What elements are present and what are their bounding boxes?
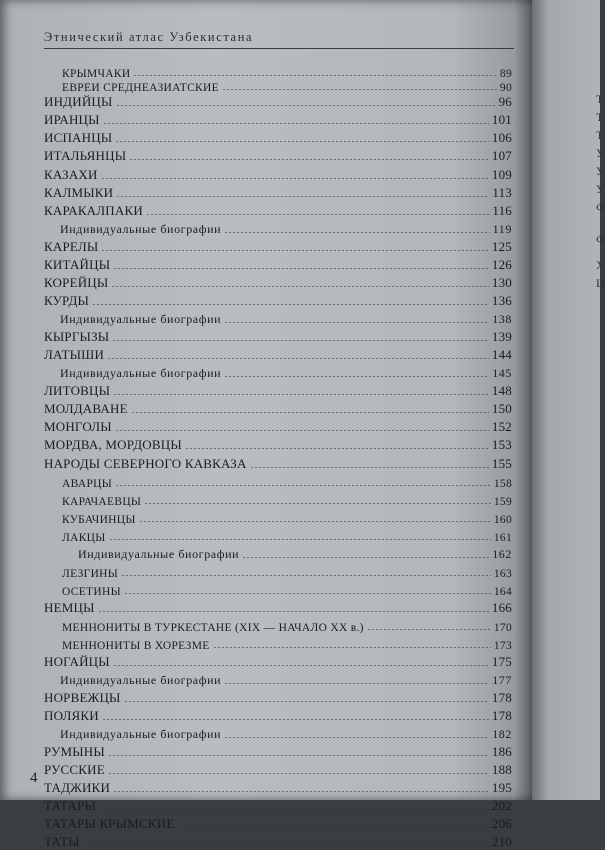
dot-leader xyxy=(107,358,489,359)
next-page-letter: Т xyxy=(596,128,604,142)
toc-entry-title: Индивидуальные биографии xyxy=(60,727,222,741)
toc-entry xyxy=(60,670,512,688)
toc-entry-page: 163 xyxy=(493,568,512,580)
dot-leader xyxy=(103,123,489,124)
toc-entry-page: 89 xyxy=(499,68,512,80)
dot-leader xyxy=(101,250,488,251)
toc-entry-page: 202 xyxy=(491,798,512,813)
toc-entry-title: ОСЕТИНЫ xyxy=(62,586,121,598)
toc-entry xyxy=(60,309,512,327)
toc-entry xyxy=(44,255,512,273)
toc-entry-page: 188 xyxy=(491,762,512,777)
toc-entry xyxy=(44,183,512,201)
dot-leader xyxy=(115,485,491,486)
next-page-edge xyxy=(532,0,605,800)
toc-entry xyxy=(44,688,512,706)
page-number: 4 xyxy=(30,770,38,786)
toc-entry xyxy=(78,544,512,562)
toc-entry xyxy=(44,742,512,760)
toc-entry xyxy=(44,128,512,146)
dot-leader xyxy=(224,737,489,738)
dot-leader xyxy=(124,593,491,594)
dot-leader xyxy=(113,791,489,792)
toc-entry-title: КАЗАХИ xyxy=(44,167,98,182)
toc-entry xyxy=(44,706,512,724)
toc-entry xyxy=(62,526,512,544)
dot-leader xyxy=(102,719,489,720)
dot-leader xyxy=(116,196,489,197)
dot-leader xyxy=(124,701,489,702)
toc-entry-page: 182 xyxy=(492,727,512,741)
toc-entry xyxy=(44,291,512,309)
toc-entry xyxy=(60,363,512,381)
toc-entry xyxy=(62,634,512,652)
toc-entry-title: ТАДЖИКИ xyxy=(44,780,111,795)
toc-entry-page: 113 xyxy=(492,185,512,200)
dot-leader xyxy=(111,286,488,287)
toc-entry-title: МОНГОЛЫ xyxy=(44,419,112,434)
toc-entry xyxy=(62,562,512,580)
toc-entry-title: Индивидуальные биографии xyxy=(60,222,222,236)
toc-entry-page: 116 xyxy=(492,203,512,218)
toc-entry-page: 162 xyxy=(492,547,512,561)
dot-leader xyxy=(129,159,489,160)
next-page-letter: Ф xyxy=(596,200,605,214)
toc-entry xyxy=(44,345,512,363)
toc-entry xyxy=(44,832,512,850)
toc-entry xyxy=(62,580,512,598)
dot-leader xyxy=(101,178,489,179)
toc-entry xyxy=(44,417,512,435)
toc-entry xyxy=(44,760,512,778)
toc-entry-title: НАРОДЫ СЕВЕРНОГО КАВКАЗА xyxy=(44,456,247,471)
toc-entry-title: КЫРГЫЗЫ xyxy=(44,329,110,344)
dot-leader xyxy=(92,304,489,305)
next-page-letter: Т xyxy=(596,92,604,106)
dot-leader xyxy=(139,521,491,522)
toc-entry xyxy=(44,110,512,128)
next-page-letter: Ф xyxy=(596,232,605,246)
toc-entry-page: 148 xyxy=(491,383,512,398)
toc-entry xyxy=(44,146,512,164)
toc-entry-page: 170 xyxy=(493,622,512,634)
toc-entry-page: 160 xyxy=(493,514,512,526)
toc-entry-title: МОЛДАВАНЕ xyxy=(44,401,128,416)
toc-entry-page: 139 xyxy=(491,329,512,344)
toc-entry-page: 153 xyxy=(491,437,512,452)
toc-entry-title: НОРВЕЖЦЫ xyxy=(44,690,121,705)
toc-entry-page: 173 xyxy=(493,640,512,652)
next-page-letter: У xyxy=(596,182,605,196)
toc-entry-page: 119 xyxy=(492,222,512,236)
toc-entry-page: 109 xyxy=(491,167,512,182)
toc-entry-title: НОГАЙЦЫ xyxy=(44,654,110,669)
toc-entry xyxy=(44,435,512,453)
toc-entry xyxy=(60,724,512,742)
toc-entry xyxy=(44,165,512,183)
toc-entry-page: 107 xyxy=(491,148,512,163)
toc-entry-title: КОРЕЙЦЫ xyxy=(44,275,109,290)
toc-entry-title: КАРАКАЛПАКИ xyxy=(44,203,143,218)
toc-entry-page: 96 xyxy=(498,94,512,109)
toc-entry-title: КРЫМЧАКИ xyxy=(62,68,131,80)
toc-entry-page: 136 xyxy=(491,293,512,308)
toc-entry-title: ЛЕЗГИНЫ xyxy=(62,568,119,580)
toc-entry-title: КИТАЙЦЫ xyxy=(44,257,111,272)
toc-entry-title: КАРЕЛЫ xyxy=(44,239,99,254)
toc-entry-page: 125 xyxy=(491,239,512,254)
toc-entry-page: 177 xyxy=(492,673,512,687)
dot-leader xyxy=(224,322,489,323)
toc-entry-title: Индивидуальные биографии xyxy=(78,547,240,561)
toc-entry-page: 155 xyxy=(491,456,512,471)
toc-entry-page: 178 xyxy=(491,690,512,705)
toc-entry-page: 150 xyxy=(491,401,512,416)
dot-leader xyxy=(113,665,489,666)
toc-entry-page: 126 xyxy=(491,257,512,272)
dot-leader xyxy=(113,268,489,269)
dot-leader xyxy=(108,755,489,756)
running-header: Этнический атлас Узбекистана xyxy=(44,30,514,49)
toc-entry-title: ТАТЫ xyxy=(44,834,80,849)
dot-leader xyxy=(113,394,489,395)
toc-entry-title: Индивидуальные биографии xyxy=(60,673,222,687)
toc-entry-title: РУССКИЕ xyxy=(44,762,105,777)
toc-entry-title: ЕВРЕИ СРЕДНЕАЗИАТСКИЕ xyxy=(62,82,219,94)
dot-leader xyxy=(144,503,491,504)
toc-entry-title: АВАРЦЫ xyxy=(62,478,113,490)
toc-entry-title: ПОЛЯКИ xyxy=(44,708,99,723)
toc-entry xyxy=(44,201,512,219)
toc-entry xyxy=(44,454,512,472)
dot-leader xyxy=(367,629,491,630)
toc-entry-title: ИРАНЦЫ xyxy=(44,112,100,127)
toc-entry-title: КУБАЧИНЦЫ xyxy=(62,514,136,526)
dot-leader xyxy=(185,448,489,449)
toc-entry-title: ИТАЛЬЯНЦЫ xyxy=(44,148,127,163)
toc-entry-page: 159 xyxy=(493,496,512,508)
toc-entry-title: КУРДЫ xyxy=(44,293,90,308)
toc-entry-title: Индивидуальные биографии xyxy=(60,366,222,380)
dot-leader xyxy=(121,575,491,576)
dot-leader xyxy=(224,376,489,377)
dot-leader xyxy=(242,557,489,558)
toc-entry-page: 158 xyxy=(493,478,512,490)
toc-entry-page: 152 xyxy=(491,419,512,434)
toc-entry-page: 101 xyxy=(491,112,512,127)
next-page-letter: Х xyxy=(596,258,605,272)
toc-entry-page: 145 xyxy=(492,366,512,380)
toc-entry-title: МЕННОНИТЫ В ХОРЕЗМЕ xyxy=(62,640,210,652)
toc-entry-page: 138 xyxy=(492,312,512,326)
toc-entry xyxy=(44,652,512,670)
toc-entry xyxy=(44,327,512,345)
dot-leader xyxy=(131,412,489,413)
next-page-letter: Т xyxy=(596,110,604,124)
toc-entry-page: 186 xyxy=(491,744,512,759)
dot-leader xyxy=(98,611,489,612)
toc-entry xyxy=(62,490,512,508)
toc-entry xyxy=(44,814,512,832)
toc-entry xyxy=(44,381,512,399)
toc-entry-page: 164 xyxy=(493,586,512,598)
dot-leader xyxy=(146,214,489,215)
dot-leader xyxy=(83,845,489,846)
toc-entry-page: 144 xyxy=(491,347,512,362)
toc-entry-title: КАРАЧАЕВЦЫ xyxy=(62,496,142,508)
toc-entry xyxy=(44,399,512,417)
toc-entry-title: МЕННОНИТЫ В ТУРКЕСТАНЕ (XIX — НАЧАЛО XX в.) xyxy=(62,622,364,634)
next-page-letter: У xyxy=(596,146,605,160)
toc-entry-page: 178 xyxy=(491,708,512,723)
dot-leader xyxy=(108,773,489,774)
next-page-letter: У xyxy=(596,164,605,178)
toc-entry-page: 90 xyxy=(499,82,512,94)
dot-leader xyxy=(178,827,489,828)
dot-leader xyxy=(250,467,489,468)
toc-entry xyxy=(44,237,512,255)
dot-leader xyxy=(213,647,491,648)
toc-entry-title: НЕМЦЫ xyxy=(44,600,95,615)
toc-entry-title: МОРДВА, МОРДОВЦЫ xyxy=(44,437,182,452)
dot-leader xyxy=(99,809,489,810)
toc-entry xyxy=(62,508,512,526)
toc-entry xyxy=(44,778,512,796)
toc-entry-title: РУМЫНЫ xyxy=(44,744,105,759)
toc-entry xyxy=(44,92,512,110)
toc-entry-page: 161 xyxy=(493,532,512,544)
dot-leader xyxy=(112,340,489,341)
toc-entry-page: 210 xyxy=(491,834,512,849)
next-page-letter: Ц xyxy=(596,276,605,290)
toc-entry-title: ТАТАРЫ КРЫМСКИЕ xyxy=(44,816,175,831)
toc-entry-title: КАЛМЫКИ xyxy=(44,185,114,200)
toc-entry-title: ЛИТОВЦЫ xyxy=(44,383,111,398)
toc-entry-page: 175 xyxy=(491,654,512,669)
toc-entry-page: 166 xyxy=(491,600,512,615)
toc-entry-title: Индивидуальные биографии xyxy=(60,312,222,326)
dot-leader xyxy=(224,232,489,233)
toc-entry xyxy=(44,796,512,814)
toc-entry-title: ИСПАНЦЫ xyxy=(44,130,113,145)
toc-entry xyxy=(60,219,512,237)
toc-entry-page: 130 xyxy=(491,275,512,290)
toc-entry xyxy=(62,472,512,490)
toc-entry-title: ИНДИЙЦЫ xyxy=(44,94,113,109)
toc-entry-page: 106 xyxy=(491,130,512,145)
toc-entry-title: ТАТАРЫ xyxy=(44,798,96,813)
toc-entry-title: ЛАТЫШИ xyxy=(44,347,105,362)
dot-leader xyxy=(115,430,489,431)
toc-entry xyxy=(44,598,512,616)
dot-leader xyxy=(109,539,491,540)
toc-entry-page: 195 xyxy=(491,780,512,795)
dot-leader xyxy=(224,683,489,684)
dot-leader xyxy=(116,105,496,106)
toc-entry xyxy=(62,616,512,634)
dot-leader xyxy=(115,141,489,142)
toc-entry-title: ЛАКЦЫ xyxy=(62,532,106,544)
toc-entry-page: 206 xyxy=(491,816,512,831)
dot-leader xyxy=(222,89,497,90)
toc-entry xyxy=(44,273,512,291)
